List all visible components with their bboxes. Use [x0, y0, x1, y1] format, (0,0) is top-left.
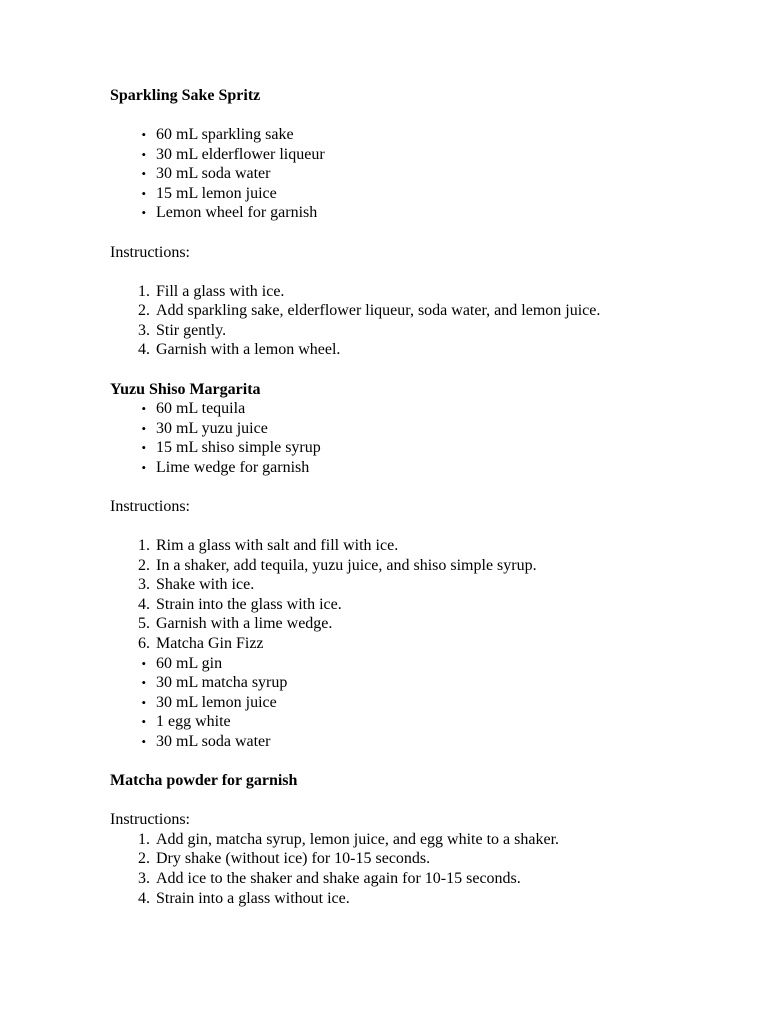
list-item — [110, 889, 658, 909]
list-item — [110, 125, 658, 145]
number-marker: 5. — [138, 615, 150, 633]
step-text: Shake with ice. — [156, 576, 255, 594]
ingredient-text: 15 mL lemon juice — [156, 184, 277, 202]
bullet-marker: • — [141, 459, 146, 475]
recipe-title: Matcha powder for garnish — [110, 772, 298, 790]
bullet-marker: • — [141, 714, 146, 730]
list-item — [110, 614, 658, 634]
list-item — [110, 419, 658, 439]
instructions-label: Instructions: — [110, 811, 190, 829]
step-text: Stir gently. — [156, 321, 227, 339]
instruction-list — [110, 830, 658, 908]
list-item — [110, 321, 658, 341]
list-item — [110, 438, 658, 458]
list-item — [110, 654, 658, 674]
ingredient-list — [110, 654, 658, 752]
list-item — [110, 184, 658, 204]
recipe-title: Yuzu Shiso Margarita — [110, 380, 261, 398]
list-item — [110, 575, 658, 595]
step-text: In a shaker, add tequila, yuzu juice, and shiso simple syrup. — [156, 556, 537, 574]
number-marker: 1. — [138, 282, 150, 300]
list-item — [110, 282, 658, 302]
list-item — [110, 732, 658, 752]
list-item — [110, 712, 658, 732]
step-text: Add sparkling sake, elderflower liqueur, soda water, and lemon juice. — [156, 302, 601, 320]
ingredient-text: 60 mL tequila — [156, 400, 246, 418]
bullet-marker: • — [141, 401, 146, 417]
list-item — [110, 673, 658, 693]
list-item — [110, 595, 658, 615]
ingredient-text: 30 mL elderflower liqueur — [156, 145, 325, 163]
list-item — [110, 145, 658, 165]
step-text: Fill a glass with ice. — [156, 282, 285, 300]
list-item — [110, 536, 658, 556]
bullet-marker: • — [141, 185, 146, 201]
instruction-list — [110, 536, 658, 654]
ingredient-text: 30 mL soda water — [156, 733, 271, 751]
instruction-list — [110, 282, 658, 360]
ingredient-list — [110, 399, 658, 477]
bullet-marker: • — [141, 734, 146, 750]
number-marker: 4. — [138, 889, 150, 907]
step-text: Rim a glass with salt and fill with ice. — [156, 537, 399, 555]
list-item — [110, 203, 658, 223]
number-marker: 3. — [138, 321, 150, 339]
recipe-title: Sparkling Sake Spritz — [110, 87, 261, 104]
number-marker: 4. — [138, 341, 150, 359]
number-marker: 2. — [138, 556, 150, 574]
ingredient-text: 1 egg white — [156, 713, 231, 731]
ingredient-text: Lemon wheel for garnish — [156, 204, 318, 222]
number-marker: 2. — [138, 302, 150, 320]
step-text: Garnish with a lemon wheel. — [156, 341, 341, 359]
step-text: Strain into a glass without ice. — [156, 889, 350, 907]
list-item — [110, 634, 658, 654]
list-item — [110, 556, 658, 576]
ingredient-text: 60 mL sparkling sake — [156, 126, 294, 144]
number-marker: 3. — [138, 576, 150, 594]
ingredient-text: 30 mL matcha syrup — [156, 674, 288, 692]
list-item — [110, 340, 658, 360]
ingredient-text: 60 mL gin — [156, 654, 223, 672]
bullet-marker: • — [141, 694, 146, 710]
ingredient-text: 30 mL soda water — [156, 165, 271, 183]
number-marker: 6. — [138, 635, 150, 653]
number-marker: 1. — [138, 830, 150, 848]
bullet-marker: • — [141, 127, 146, 143]
instructions-label: Instructions: — [110, 243, 190, 261]
bullet-marker: • — [141, 655, 146, 671]
ingredient-text: 30 mL yuzu juice — [156, 419, 268, 437]
list-item — [110, 301, 658, 321]
step-text: Add gin, matcha syrup, lemon juice, and egg white to a shaker. — [156, 830, 560, 848]
number-marker: 4. — [138, 595, 150, 613]
number-marker: 3. — [138, 870, 150, 887]
number-marker: 2. — [138, 850, 150, 868]
bullet-marker: • — [141, 205, 146, 221]
step-text: Strain into the glass with ice. — [156, 595, 342, 613]
ingredient-text: 30 mL lemon juice — [156, 693, 277, 711]
list-item — [110, 399, 658, 419]
step-text: Garnish with a lime wedge. — [156, 615, 333, 633]
list-item — [110, 693, 658, 713]
step-text: Matcha Gin Fizz — [156, 635, 264, 653]
bullet-marker: • — [141, 146, 146, 162]
instructions-label: Instructions: — [110, 498, 190, 515]
list-item — [110, 830, 658, 850]
ingredient-text: 15 mL shiso simple syrup — [156, 439, 321, 457]
step-text: Dry shake (without ice) for 10-15 seconds. — [156, 850, 431, 868]
ingredient-list — [110, 125, 658, 223]
bullet-marker: • — [141, 675, 146, 691]
bullet-marker: • — [141, 440, 146, 456]
number-marker: 1. — [138, 537, 150, 555]
list-item — [110, 458, 658, 478]
bullet-marker: • — [141, 166, 146, 182]
list-item — [110, 849, 658, 869]
bullet-marker: • — [141, 420, 146, 436]
list-item — [110, 869, 658, 889]
step-text: Add ice to the shaker and shake again for 10-15 seconds. — [156, 870, 521, 887]
ingredient-text: Lime wedge for garnish — [156, 458, 310, 476]
list-item — [110, 164, 658, 184]
